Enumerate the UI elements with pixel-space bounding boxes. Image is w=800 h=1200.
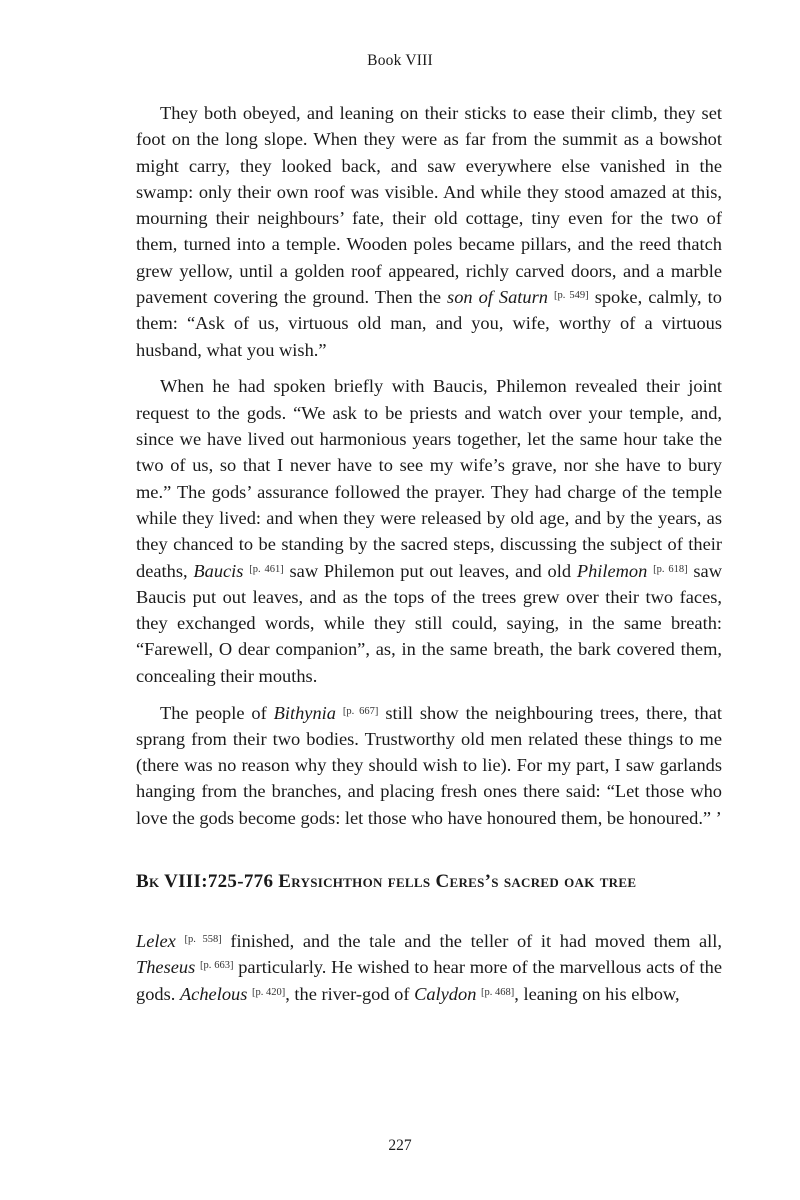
paragraph-4 bbox=[136, 928, 722, 1007]
text-run: particularly. He wished to hear more of the marvellous acts of the gods. bbox=[136, 957, 723, 1004]
text-run: , the river-god of bbox=[285, 983, 415, 1004]
page-reference: [p. 667] bbox=[342, 705, 379, 717]
text-run: , leaning on his elbow, bbox=[514, 983, 680, 1004]
italic-name: Theseus bbox=[136, 957, 196, 978]
page-reference: [p. 461] bbox=[249, 563, 284, 575]
italic-name: Lelex bbox=[136, 931, 176, 952]
text-run: The people of bbox=[160, 702, 274, 723]
page-reference: [p. 549] bbox=[554, 290, 589, 302]
italic-name: Bithynia bbox=[273, 702, 336, 723]
text-run bbox=[336, 703, 343, 723]
paragraph-3 bbox=[136, 700, 722, 831]
page-reference: [p. 618] bbox=[653, 563, 688, 575]
page-reference: [p. 468] bbox=[481, 986, 515, 998]
text-run: When he had spoken briefly with Baucis, Philemon revealed their joint request to the gods. “We ask to be priests and watch over your temple, and, since we have lived out harmonious years together, let the same hour take the two of us, so that I never have to see my wife’s grave, nor she have to bury me.” The gods’ assurance followed the prayer. They had charge of the temple while they lived: and when they were released by old age, and by the years, as they chanced to be standing by the sacred steps, discussing the subject of their deaths, bbox=[136, 376, 722, 581]
italic-name: son of Saturn bbox=[447, 287, 548, 308]
italic-name: Philemon bbox=[576, 560, 648, 581]
body-text bbox=[136, 100, 722, 1017]
text-run: They both obeyed, and leaning on their sticks to ease their climb, they set foot on the long slope. When they were as far from the summit as a bowshot might carry, they looked back, and saw everywhere else vanished in the swamp: only their own roof was visible. And while they stood amazed at this, mourning their neighbours’ fate, their old cottage, tiny even for the two of them, turned into a temple. Wooden poles became pillars, and the reed thatch grew yellow, until a golden roof appeared, richly carved doors, and a marble pavement covering the ground. Then the bbox=[136, 103, 722, 308]
page-reference: [p. 420] bbox=[251, 986, 286, 998]
text-run: saw Philemon put out leaves, and old bbox=[283, 560, 577, 581]
italic-name: Baucis bbox=[193, 560, 244, 581]
section-heading: Bk VIII:725-776 Erysichthon fells Ceres’s sacred oak tree bbox=[136, 871, 637, 893]
italic-name: Calydon bbox=[414, 983, 477, 1004]
paragraph-2 bbox=[136, 373, 722, 689]
page-reference: [p. 558] bbox=[184, 934, 222, 946]
text-run: finished, and the tale and the teller of it had moved them all, bbox=[221, 931, 722, 952]
page-number: 227 bbox=[388, 1137, 412, 1154]
text-run: still show the neighbouring trees, there, that sprang from their two bodies. Trustworthy old men related these things to me (there was no reason why they should wish to lie). For my part, I saw garlands hanging from the branches, and placing fresh ones there said: “Let those who love the gods become gods: let those who have honoured them, be honoured.” ’ bbox=[136, 702, 722, 828]
text-run: saw Baucis put out leaves, and as the tops of the trees grew over their two faces, they exchanged words, while they still could, saying, in the same breath: “Farewell, O dear companion”, as, in the same breath, the bark covered them, concealing their mouths. bbox=[136, 560, 722, 686]
italic-name: Achelous bbox=[179, 983, 248, 1004]
text-run: spoke, calmly, to them: “Ask of us, virtuous old man, and you, wife, worthy of a virtuous husband, what you wish.” bbox=[136, 287, 722, 360]
paragraph-1 bbox=[136, 100, 722, 363]
running-head: Book VIII bbox=[367, 52, 433, 69]
page-reference: [p. 663] bbox=[200, 960, 234, 972]
